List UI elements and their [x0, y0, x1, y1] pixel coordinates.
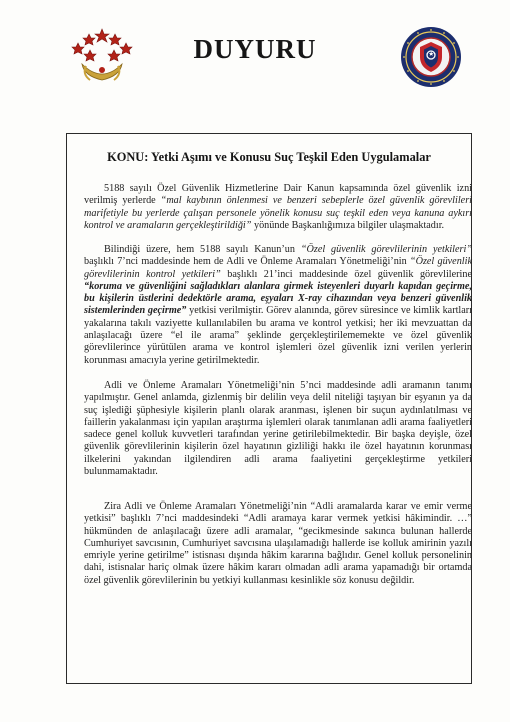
paragraph-run: yönünde Başkanlığımıza bilgiler ulaşmaktadır. — [251, 219, 445, 231]
police-security-seal-icon — [400, 26, 462, 88]
paragraph-4 — [84, 501, 472, 587]
paragraph-run: yetkisi verilmiştir. Görev alanında, görev süresince ve kimlik kartları yakalarına takılı vaziyette kullanılabilen bu arama ve kontrol yetkisi; her iki mevzuattan da anlaşılacağı üzere “el ile arama” şeklinde gerçekleştirilememekte ve özel güvenlik görevlilerince yürütülen arama ve kontrol işlemleri özel güvenlik izni verilen yerlerin korunması amacıyla yerine getirilmektedir. — [84, 305, 472, 366]
notice-subject: KONU: Yetki Aşımı ve Konusu Suç Teşkil Eden Uygulamalar — [107, 150, 431, 164]
paragraph-run: “koruma ve güvenliğini sağladıkları alanlara girmek isteyenleri duyarlı kapıdan geçirme, bu kişilerin üstlerini dedektörle arama, eşyaları X-ray cihazından veya benzeri güvenlik sistemlerinden geçirme” — [84, 280, 472, 317]
stars-crescent-emblem-icon — [66, 26, 138, 88]
paragraph-run: 5188 sayılı Özel Güvenlik Hizmetlerine Dair Kanun kapsamında özel güvenlik izni verilmiş yerlerde — [84, 183, 472, 207]
paragraph-1 — [84, 183, 472, 232]
paragraph-run: “Özel güvenlik görevlilerinin kontrol yetkileri” — [84, 256, 472, 280]
paragraph-run: “mal kaybının önlenmesi ve benzeri sebeplerle özel güvenlik görevlileri marifetiyle bu yerlerde çalışan personele yönelik konusu suç teşkil eden veya kanuna aykırı kontrol ve aramaların gerçekleştirildiği” — [84, 195, 472, 231]
paragraph-2 — [84, 244, 472, 367]
paragraph-run: Bilindiği üzere, hem 5188 sayılı Kanun’un — [104, 244, 301, 255]
paragraph-run: başlıklı 7’nci maddesinde hem de Adli ve Önleme Aramaları Yönetmeliği’nin — [84, 256, 410, 268]
paragraph-run: başlıklı 21’inci maddesinde özel güvenlik görevlilerine — [220, 268, 473, 280]
paragraph-run: “Özel güvenlik görevlilerinin yetkileri” — [300, 244, 472, 255]
paragraph-3 — [84, 380, 472, 478]
page-title: DUYURU — [193, 34, 317, 64]
paragraph-run: Zira Adli ve Önleme Aramaları Yönetmeliği’nin “Adli aramalarda karar ve emir verme yetkisi” başlıklı 7’nci maddesindeki “Adli aramaya karar vermek yetkisi hâkimindir. …” hükmünden de anlaşılacağı üzere adli aramalar, “gecikmesinde sakınca bulunan hallerde Cumhuriyet savcısının, Cumhuriyet savcısına ulaşılamadığı hallerde ise kolluk amirinin yazılı emriyle yerine getirilme” istisnası dışında hâkim kararına bağlıdır. Genel kolluk personelinin dahi, istisnalar hariç olmak üzere hâkim kararı olmadan adli arama yapamadığı bir ortamda özel güvenlik görevlilerinin bu yetkiyi kullanması kesinlikle söz konusu değildir. — [84, 501, 472, 586]
paragraph-run: Adli ve Önleme Aramaları Yönetmeliği’nin 5’nci maddesinde adli aramanın tanımı yapılmıştır. Genel anlamda, gizlenmiş bir delilin veya delil niteliği taşıyan bir eşyanın ya da suç işlediği şüphesiyle kişilerin planlı olarak aranması, işlenen bir suçun aydınlatılması ve faillerin yakalanması için yapılan araştırma işlemleri olarak tanımlanan adli arama faaliyetleri sadece genel kolluk kuvvetleri tarafından yerine getirilebilmektedir. Bir başka deyişle, özel güvenlik görevlilerinin kişilerin özel hayatının gizliliği hakkı ile özel hayatının korunması ilkelerini yakından ilgilendiren adli arama faaliyetini gerçekleştirme yetkileri bulunmamaktadır. — [84, 380, 472, 478]
